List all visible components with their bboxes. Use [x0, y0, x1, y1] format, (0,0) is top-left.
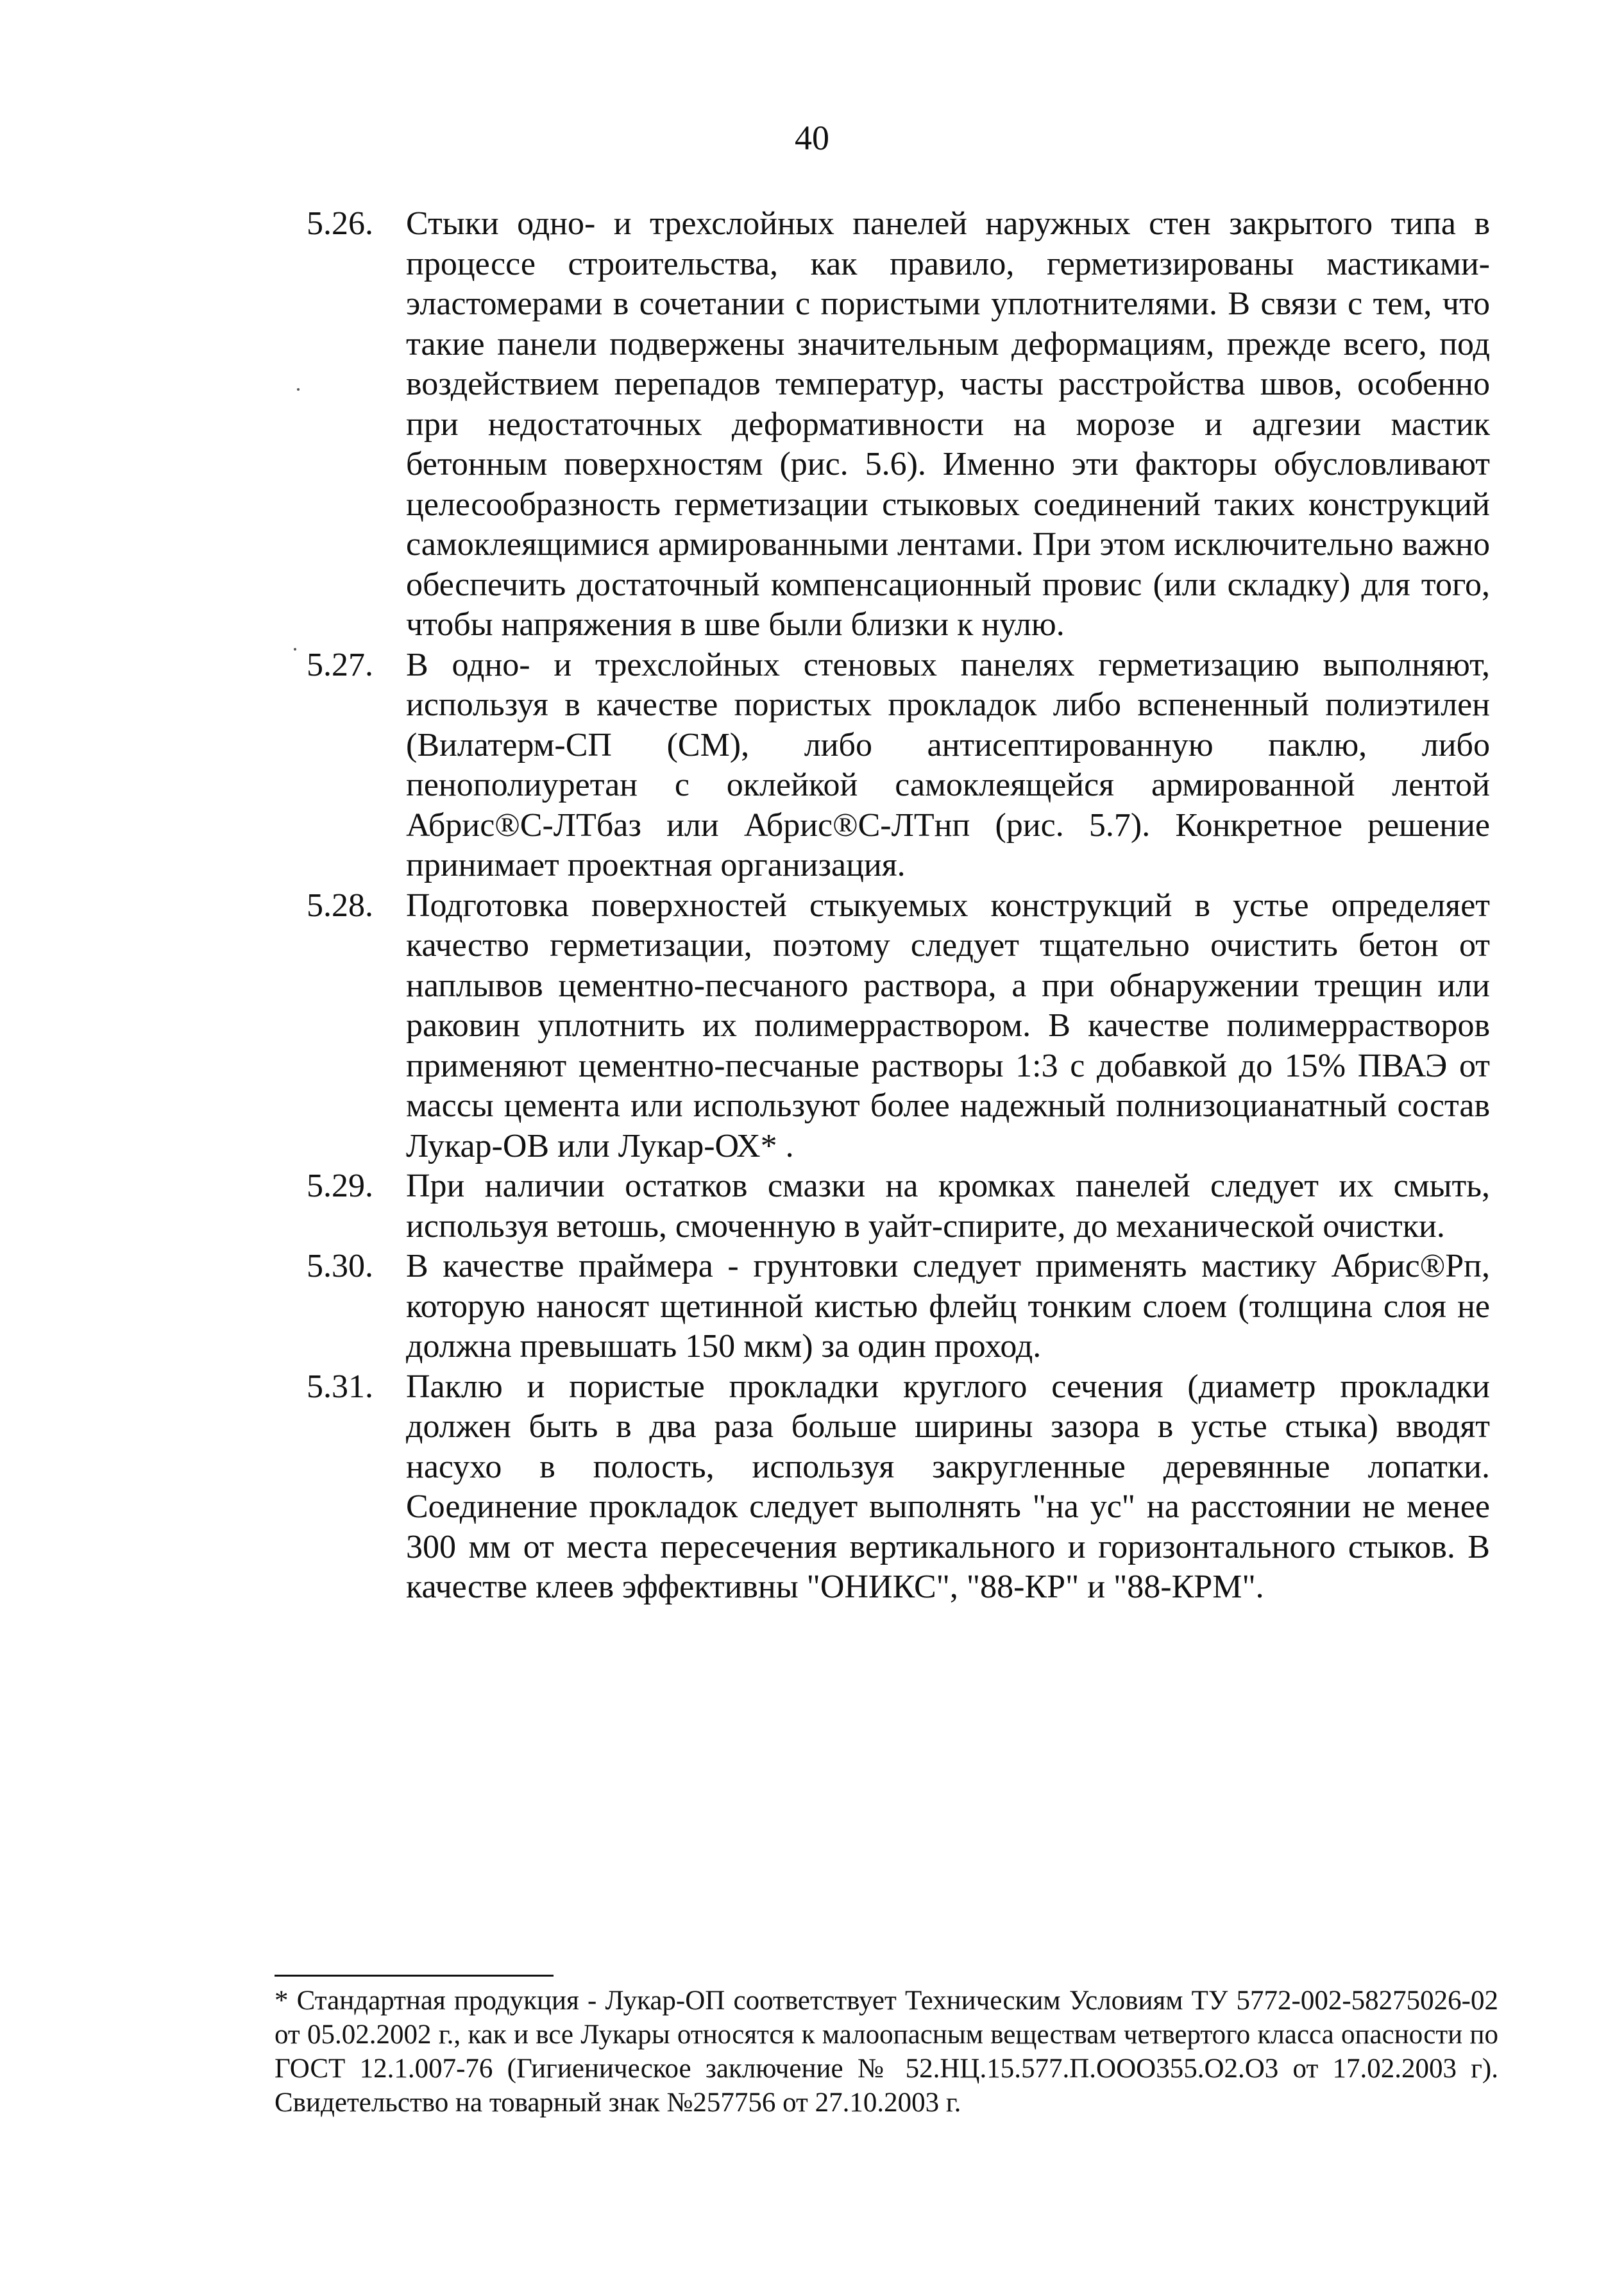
section-text: При наличии остатков смазки на кромках панелей следует их смыть, используя ветошь, смоченную в уайт-спирите, до механической очистки.: [406, 1168, 1490, 1245]
section-text: В качестве праймера - грунтовки следует применять мастику Абрис®Рп, которую наносят щетинной кистью флейц тонким слоем (толщина слоя не должна превышать 150 мкм) за один проход.: [406, 1248, 1490, 1365]
section-text: В одно- и трехслойных стеновых панелях герметизацию выполняют, используя в качестве пористых прокладок либо вспененный полиэтилен (Вилатерм-СП (СМ), либо антисептированную паклю, либо пенополиуретан с оклейкой самоклеящейся армированной лентой Абрис®С-ЛТбаз или Абрис®С-ЛТнп (рис. 5.7). Конкретное решение принимает проектная организация.: [406, 646, 1490, 883]
footnote: * Стандартная продукция - Лукар-ОП соответствует Техническим Условиям ТУ 5772-002-58275026-02 от 05.02.2002 г., как и все Лукары относятся к малоопасным веществам четвертого класса опасности по ГОСТ 12.1.007-76 (Гигиеническое заключение № 52.НЦ.15.577.П.ООО355.О2.О3 от 17.02.2003 г). Свидетельство на товарный знак №257756 от 27.10.2003 г.: [275, 1986, 1498, 2118]
scan-speck: [297, 388, 300, 391]
section-5-30: [307, 1247, 1500, 1367]
section-text: Стыки одно- и трехслойных панелей наружных стен закрытого типа в процессе строительства, как правило, герметизированы мастиками-эластомерами в сочетании с пористыми уплотнителями. В связи с тем, что такие панели подвержены значительным деформациям, прежде всего, под воздействием перепадов температур, часты расстройства швов, особенно при недостаточных деформативности на морозе и адгезии мастик бетонным поверхностям (рис. 5.6). Именно эти факторы обусловливают целесообразность герметизации стыковых соединений таких конструкций самоклеящимися армированными лентами. При этом исключительно важно обеспечить достаточный компенсационный провис (или складку) для того, чтобы напряжения в шве были близки к нулю.: [406, 205, 1490, 643]
section-number: 5.30.: [307, 1248, 373, 1284]
footnote-divider: [275, 1975, 554, 1977]
section-number: 5.26.: [307, 205, 373, 242]
section-5-27: [307, 645, 1500, 886]
sections: [307, 204, 1500, 1608]
section-text: Паклю и пористые прокладки круглого сечения (диаметр прокладки должен быть в два раза больше ширины зазора в устье стыка) вводят насухо в полость, используя закругленные деревянные лопатки. Соединение прокладок следует выполнять "на ус" на расстоянии не менее 300 мм от места пересечения вертикального и горизонтального стыков. В качестве клеев эффективны "ОНИКС", "88-КР" и "88-КРМ".: [406, 1368, 1490, 1605]
section-text: Подготовка поверхностей стыкуемых конструкций в устье определяет качество герметизации, поэтому следует тщательно очистить бетон от наплывов цементно-песчаного раствора, а при обнаружении трещин или раковин уплотнить их полимерраствором. В качестве полимеррастворов применяют цементно-песчаные растворы 1:3 с добавкой до 15% ПВАЭ от массы цемента или используют более надежный полнизоцианатный состав Лукар-ОВ или Лукар-ОХ* .: [406, 887, 1490, 1164]
page-number: 40: [795, 119, 829, 157]
section-number: 5.29.: [307, 1168, 373, 1204]
section-5-26: [307, 204, 1500, 645]
section-5-29: [307, 1166, 1500, 1247]
section-number: 5.27.: [307, 646, 373, 683]
section-number: 5.31.: [307, 1368, 373, 1405]
scan-speck: [294, 648, 296, 651]
section-5-28: [307, 886, 1500, 1167]
section-number: 5.28.: [307, 887, 373, 924]
section-5-31: [307, 1367, 1500, 1608]
